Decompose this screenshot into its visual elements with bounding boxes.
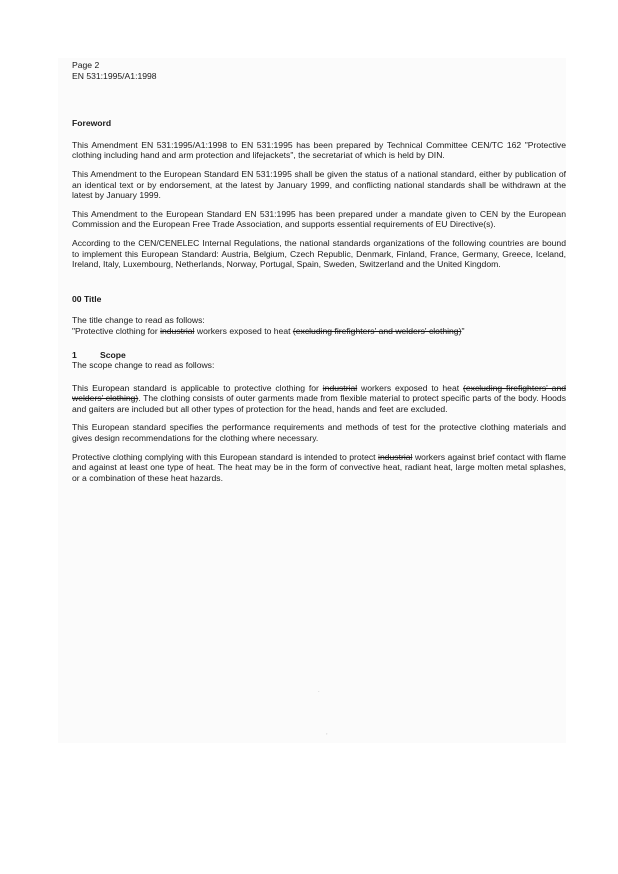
foreword-paragraph-4: According to the CEN/CENELEC Internal Regulations, the national standards organizations of the following countries are bound to implement this European Standard: Austria, Belgium, Czech Republic, Denmark, Finland, France, Germany, Greece, Iceland, Ireland, Italy, Luxembourg, Netherlands, Norway, Portugal, Spain, Sweden, Switzerland and the United Kingdom. bbox=[72, 237, 566, 270]
scope-text-part: workers against brief contact with flame and against at least one type of heat. The heat may be in the form of convective heat, radiant heat, large molten metal splashes, or a combination of these heat hazards. bbox=[72, 451, 566, 483]
page-number: Page 2 bbox=[72, 60, 100, 70]
scope-change-intro: The scope change to read as follows: bbox=[72, 360, 215, 371]
foreword-paragraph-2: This Amendment to the European Standard EN 531:1995 shall be given the status of a national standard, either by publication of an identical text or by endorsement, at the latest by January 1999, and conflicting national standards shall be withdrawn at the latest by January 1999. bbox=[72, 168, 566, 201]
scope-text-part: This European standard is applicable to protective clothing for bbox=[72, 382, 323, 393]
scope-paragraph-2: This European standard specifies the performance requirements and methods of test for the protective clothing materials and gives design recommendations for the clothing where necessary. bbox=[72, 422, 566, 444]
deleted-text: industrial bbox=[160, 325, 195, 336]
new-title-text bbox=[72, 326, 566, 337]
scope-title: Scope bbox=[100, 349, 126, 360]
deleted-text: (excluding firefighters' and welders' clothing) bbox=[292, 325, 462, 336]
scope-text-part: workers exposed to heat bbox=[357, 382, 463, 393]
title-section-heading: 00 Title bbox=[72, 293, 102, 304]
scope-section-heading bbox=[72, 350, 566, 361]
foreword-paragraph-3: This Amendment to the European Standard EN 531:1995 has been prepared under a mandate given to CEN by the European Commission and the European Free Trade Association, and supports essential requirements of EU Directive(s). bbox=[72, 208, 566, 230]
deleted-text: industrial bbox=[322, 382, 358, 393]
scope-text-part: Protective clothing complying with this European standard is intended to protect bbox=[72, 451, 379, 462]
scope-paragraph-1 bbox=[72, 383, 566, 415]
title-text-part: " bbox=[461, 325, 465, 336]
deleted-text: (excluding firefighters' and welders' clothing) bbox=[72, 382, 567, 404]
foreword-heading: Foreword bbox=[72, 118, 112, 129]
scope-text-part: . The clothing consists of outer garments made from flexible material to protect specific parts of the body. Hoods and gaiters are included but all other types of protection for the head, hands and feet are excluded. bbox=[72, 393, 566, 414]
scope-number: 1 bbox=[72, 349, 77, 360]
title-change-intro: The title change to read as follows: bbox=[72, 315, 205, 326]
document-id: EN 531:1995/A1:1998 bbox=[72, 70, 157, 81]
title-text-part: "Protective clothing for bbox=[72, 325, 161, 336]
scan-speck: . bbox=[318, 688, 320, 694]
scope-paragraph-3 bbox=[72, 452, 566, 484]
foreword-paragraph-1: This Amendment EN 531:1995/A1:1998 to EN 531:1995 has been prepared by Technical Committee CEN/TC 162 "Protective clothing including hand and arm protection and lifejackets", the secretariat of which is held by DIN. bbox=[72, 139, 566, 161]
document-page bbox=[72, 60, 566, 483]
scan-speck: , bbox=[326, 730, 328, 736]
title-text-part: workers exposed to heat bbox=[194, 325, 293, 336]
deleted-text: industrial bbox=[378, 451, 413, 462]
